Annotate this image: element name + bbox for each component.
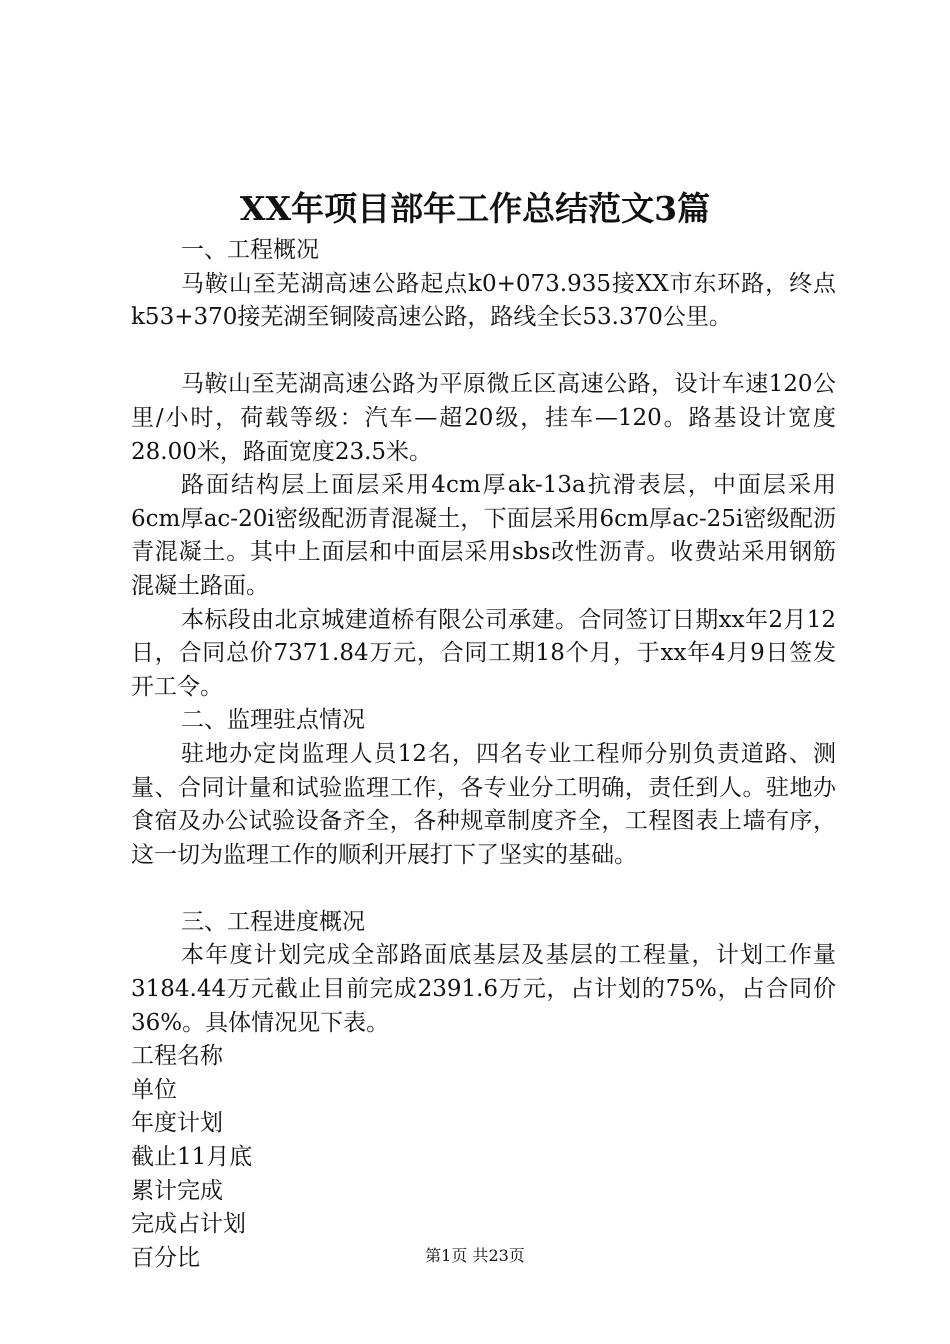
section-heading-supervision: 二、监理驻点情况 xyxy=(181,707,365,734)
table-header-cell: 完成占计划 xyxy=(131,1211,246,1238)
paragraph-route: 马鞍山至芜湖高速公路起点k0+073.935接XX市东环路，终点k53+370接芜湖至铜陵高速公路，路线全长53.370公里。 xyxy=(131,270,836,331)
section-heading-progress: 三、工程进度概况 xyxy=(181,908,365,935)
document-title: XX年项目部年工作总结范文3篇 xyxy=(239,189,711,228)
page-number: 第1页 共23页 xyxy=(425,1246,525,1265)
document-body xyxy=(131,234,836,1275)
paragraph-gap xyxy=(131,872,836,906)
table-header-cell: 累计完成 xyxy=(131,1177,223,1204)
table-header-cell: 单位 xyxy=(131,1076,177,1103)
paragraph-supervision: 驻地办定岗监理人员12名，四名专业工程师分别负责道路、测量、合同计量和试验监理工作，各专业分工明确，责任到人。驻地办食宿及办公试验设备齐全，各种规章制度齐全，工程图表上墙有序，这一切为监理工作的顺利开展打下了坚实的基础。 xyxy=(131,740,836,868)
table-header-cell: 工程名称 xyxy=(131,1043,223,1070)
section-heading-overview: 一、工程概况 xyxy=(181,237,319,263)
paragraph-gap xyxy=(131,335,836,369)
table-header-cell: 百分比 xyxy=(131,1244,200,1271)
paragraph-pavement: 路面结构层上面层采用4cm厚ak-13a抗滑表层，中面层采用6cm厚ac-20i密级配沥青混凝土，下面层采用6cm厚ac-25i密级配沥青混凝土。其中上面层和中面层采用sbs改性沥青。收费站采用钢筋混凝土路面。 xyxy=(131,472,836,599)
paragraph-design: 马鞍山至芜湖高速公路为平原微丘区高速公路，设计车速120公里/小时，荷载等级：汽车—超20级，挂车—120。路基设计宽度28.00米，路面宽度23.5米。 xyxy=(131,371,836,465)
paragraph-progress: 本年度计划完成全部路面底基层及基层的工程量，计划工作量3184.44万元截止目前完成2391.6万元，占计划的75%，占合同价36%。具体情况见下表。 xyxy=(131,942,836,1036)
paragraph-contract: 本标段由北京城建道桥有限公司承建。合同签订日期xx年2月12日，合同总价7371.84万元，合同工期18个月，于xx年4月9日签发开工令。 xyxy=(131,606,836,700)
table-header-cell: 截止11月底 xyxy=(131,1144,253,1171)
table-header-cell: 年度计划 xyxy=(131,1110,223,1137)
